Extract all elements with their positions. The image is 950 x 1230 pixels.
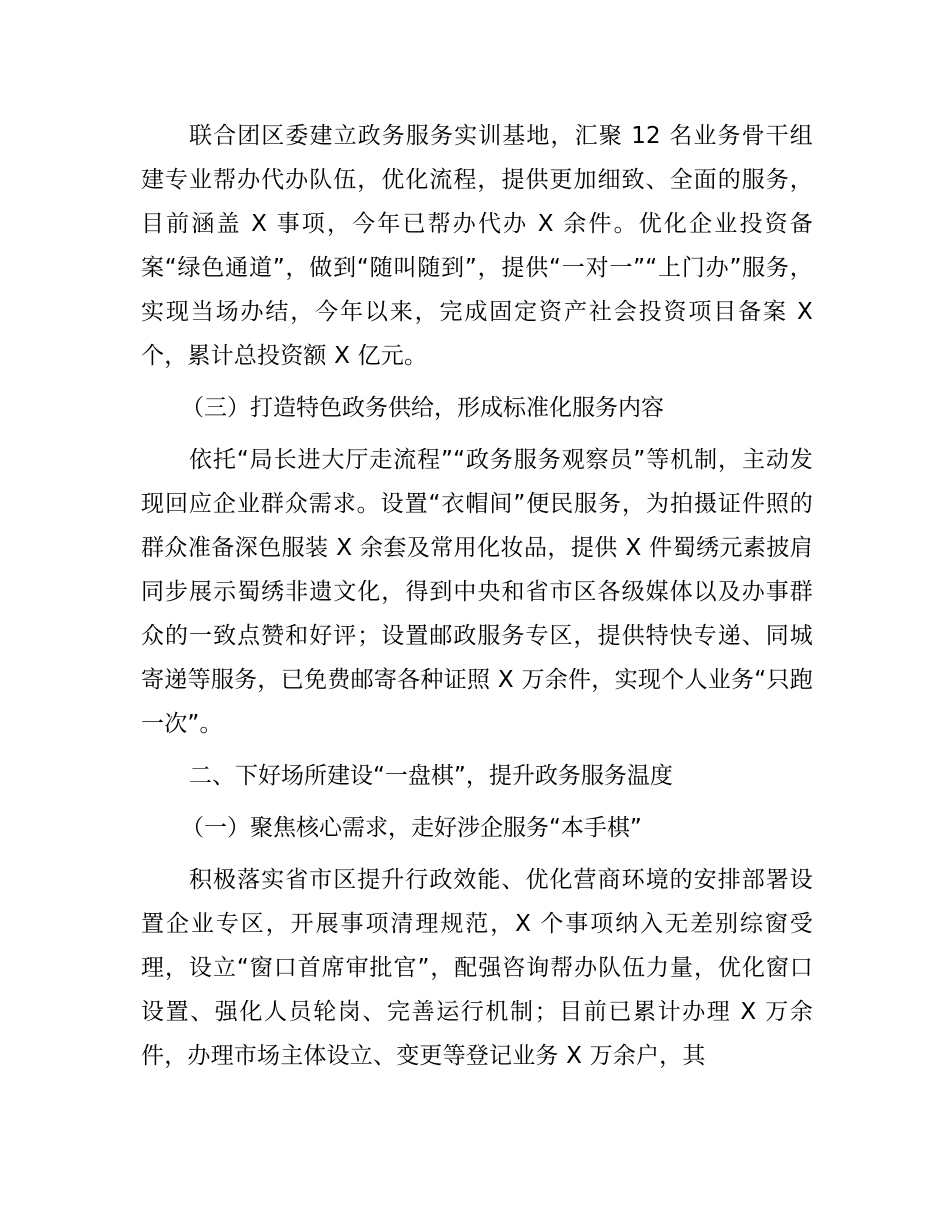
paragraph-service-training-base: 联合团区委建立政务服务实训基地，汇聚 12 名业务骨干组建专业帮办代办队伍，优化流程，提供更加细致、全面的服务，目前涵盖 X 事项，今年已帮办代办 X 余件。优化企业投资备案“绿色通道”，做到“随叫随到”，提供“一对一”“上门办”服务，实现当场办结，今年以来，完成固定资产社会投资项目备案 X 个，累计总投资额 X 亿元。 (141, 123, 813, 369)
document-body (141, 114, 813, 1086)
subheading-core-needs: （一）聚焦核心需求，走好涉企服务“本手棋” (181, 815, 642, 841)
subheading-featured-services: （三）打造特色政务供给，形成标准化服务内容 (181, 395, 664, 421)
paragraph-convenience-services: 依托“局长进大厅走流程”“政务服务观察员”等机制，主动发现回应企业群众需求。设置“衣帽间”便民服务，为拍摄证件照的群众准备深色服装 X 余套及常用化妆品，提供 X 件蜀绣元素披肩同步展示蜀绣非遗文化，得到中央和省市区各级媒体以及办事群众的一致点赞和好评；设置邮政服务专区，提供特快专递、同城寄递等服务，已免费邮寄各种证照 X 万余件，实现个人业务“只跑一次”。 (141, 447, 813, 737)
heading-venue-construction: 二、下好场所建设“一盘棋”，提升政务服务温度 (189, 763, 673, 789)
paragraph-enterprise-zone: 积极落实省市区提升行政效能、优化营商环境的安排部署设置企业专区，开展事项清理规范，X 个事项纳入无差别综窗受理，设立“窗口首席审批官”，配强咨询帮办队伍力量，优化窗口设置、强化人员轮岗、完善运行机制；目前已累计办理 X 万余件，办理市场主体设立、变更等登记业务 X 万余户，其 (141, 867, 813, 1069)
